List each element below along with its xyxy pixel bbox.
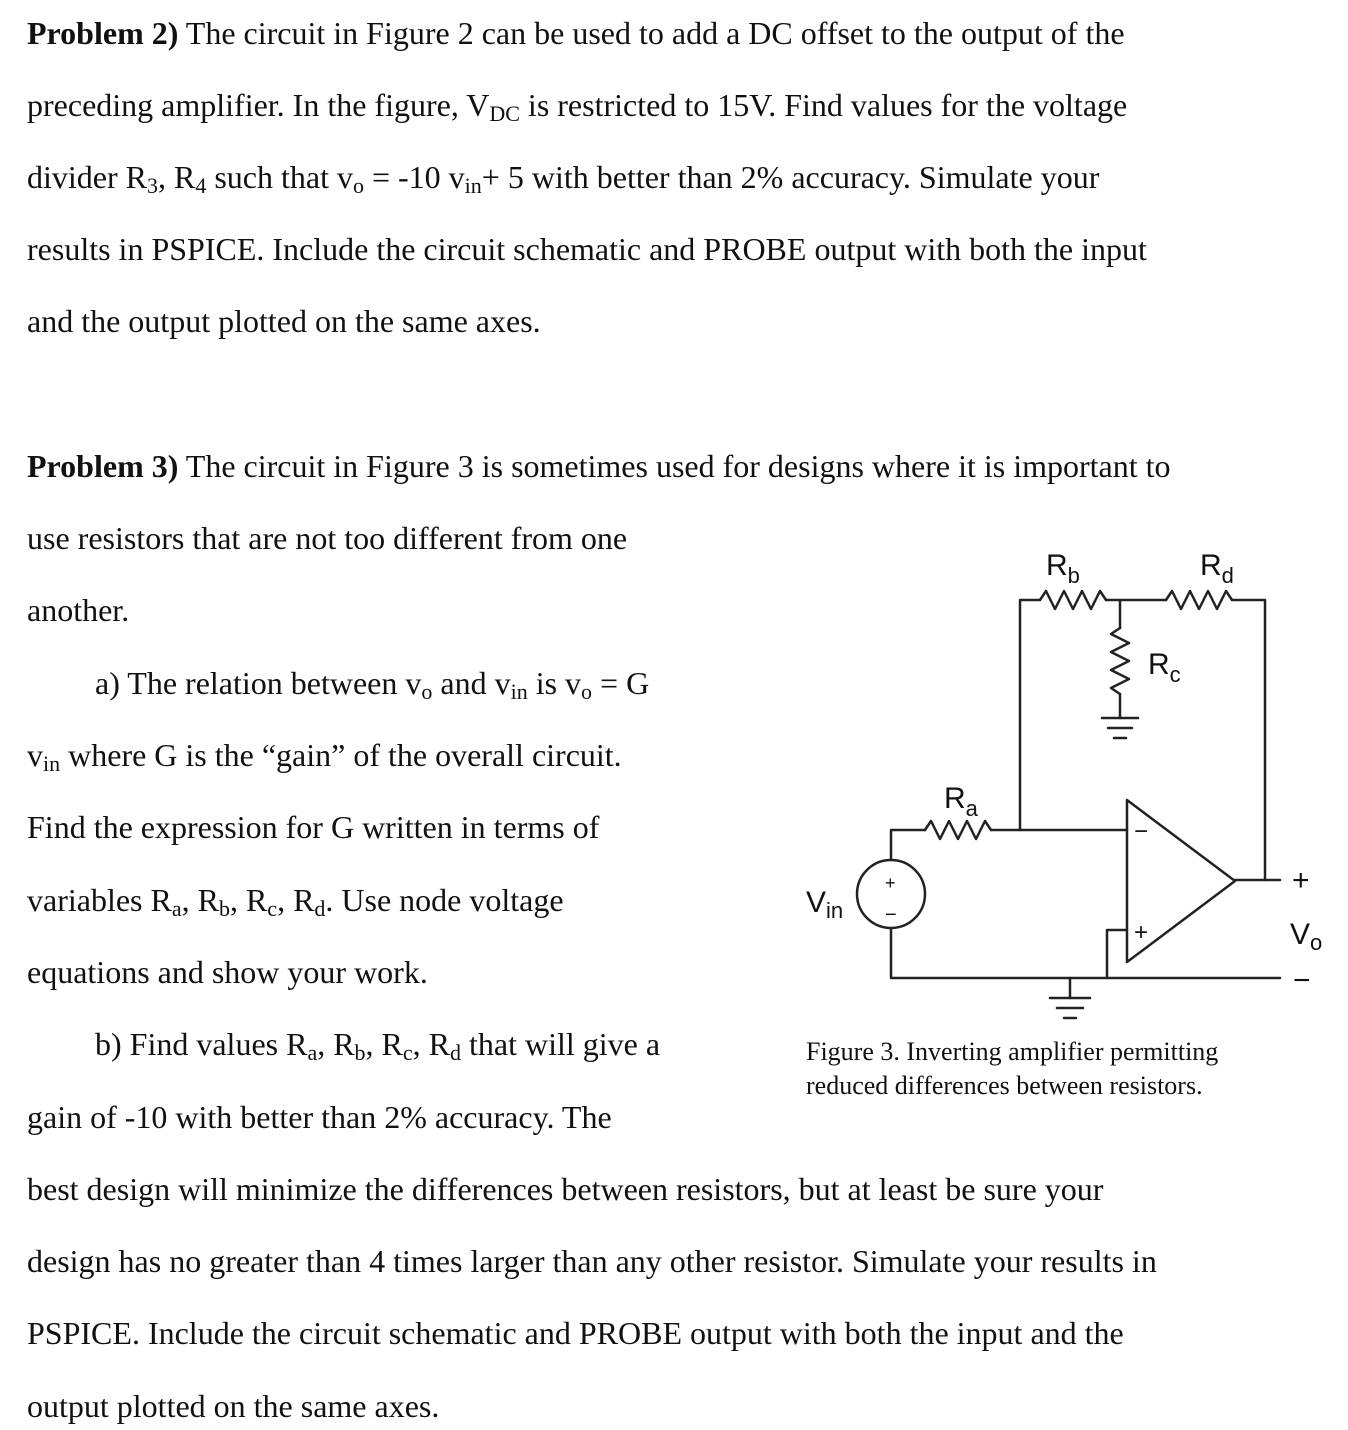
wire-top-left	[1020, 600, 1040, 830]
problem3-line1: Problem 3) The circuit in Figure 3 is sometimes used for designs where it is important to	[27, 448, 1171, 484]
part-b-line6: output plotted on the same axes.	[27, 1388, 440, 1424]
resistor-rd	[1166, 591, 1232, 609]
problem3-line2: use resistors that are not too different from one	[27, 520, 628, 556]
wire-noninverting	[1107, 930, 1127, 978]
part-b-line1: b) Find values $R_a$, $R_b$, $R_c$, $R_d$ that will give a	[95, 1026, 661, 1065]
problem3-heading: Problem 3)	[27, 448, 179, 484]
part-b-line3: best design will minimize the differences between resistors, but at least be sure your	[27, 1171, 1104, 1207]
part-a-line1: a) The relation between $v_o$ and $v_{in}$ is $v_o = G$	[95, 665, 650, 704]
output-plus: +	[1292, 864, 1310, 897]
vin-minus: −	[885, 904, 897, 926]
problem2-line2: preceding amplifier. In the figure, $V_{DC}$ is restricted to 15V. Find values for the voltage	[27, 87, 1128, 126]
label-vin: $V_{in}$	[806, 886, 844, 923]
wire-vin-top	[891, 830, 925, 860]
problem2-line1: Problem 2) The circuit in Figure 2 can be used to add a DC offset to the output of the	[27, 15, 1125, 51]
part-b-line5: PSPICE. Include the circuit schematic and PROBE output with both the input and the	[27, 1315, 1124, 1351]
figure3-caption-line1: Figure 3. Inverting amplifier permitting	[806, 1037, 1219, 1066]
problem2-line3: divider $R_3$, $R_4$ such that $v_o = -10$ $v_{in}+ 5$ with better than 2% accuracy. Simulate your	[27, 159, 1100, 198]
vin-plus: +	[885, 873, 896, 893]
ground-rc	[1102, 718, 1138, 738]
output-minus: −	[1293, 964, 1311, 997]
problem2-heading: Problem 2)	[27, 15, 179, 51]
part-b-line2: gain of -10 with better than 2% accuracy. The	[27, 1099, 612, 1135]
figure3-circuit	[780, 535, 1340, 1035]
problem3-line3: another.	[27, 592, 130, 628]
label-vo: $V_o$	[1290, 918, 1323, 955]
label-rc: $R_c$	[1148, 648, 1181, 687]
wire-top-right	[1232, 600, 1265, 880]
part-a-line4: variables $R_a$, $R_b$, $R_c$, $R_d$. Use node voltage	[27, 882, 564, 921]
ground-main	[1050, 998, 1090, 1018]
part-b-line4: design has no greater than 4 times larger than any other resistor. Simulate your results in	[27, 1243, 1157, 1279]
opamp-inverting-sign: −	[1134, 818, 1149, 845]
resistor-rb	[1040, 591, 1106, 609]
resistor-ra	[925, 821, 991, 839]
part-a-line2: $v_{in}$ where G is the “gain” of the overall circuit.	[27, 737, 622, 776]
resistor-rc	[1111, 628, 1129, 694]
label-rd: $R_d$	[1200, 549, 1234, 588]
label-rb: $R_b$	[1046, 549, 1080, 588]
part-a-line3: Find the expression for G written in terms of	[27, 809, 600, 845]
problem2-line5: and the output plotted on the same axes.	[27, 303, 541, 339]
label-ra: $R_a$	[944, 782, 978, 821]
figure3-caption-line2: reduced differences between resistors.	[806, 1071, 1203, 1100]
opamp-noninverting-sign: +	[1134, 919, 1149, 946]
problem2-line4: results in PSPICE. Include the circuit schematic and PROBE output with both the input	[27, 231, 1147, 267]
wire-vin-bottom	[891, 928, 1280, 978]
part-a-line5: equations and show your work.	[27, 954, 428, 990]
